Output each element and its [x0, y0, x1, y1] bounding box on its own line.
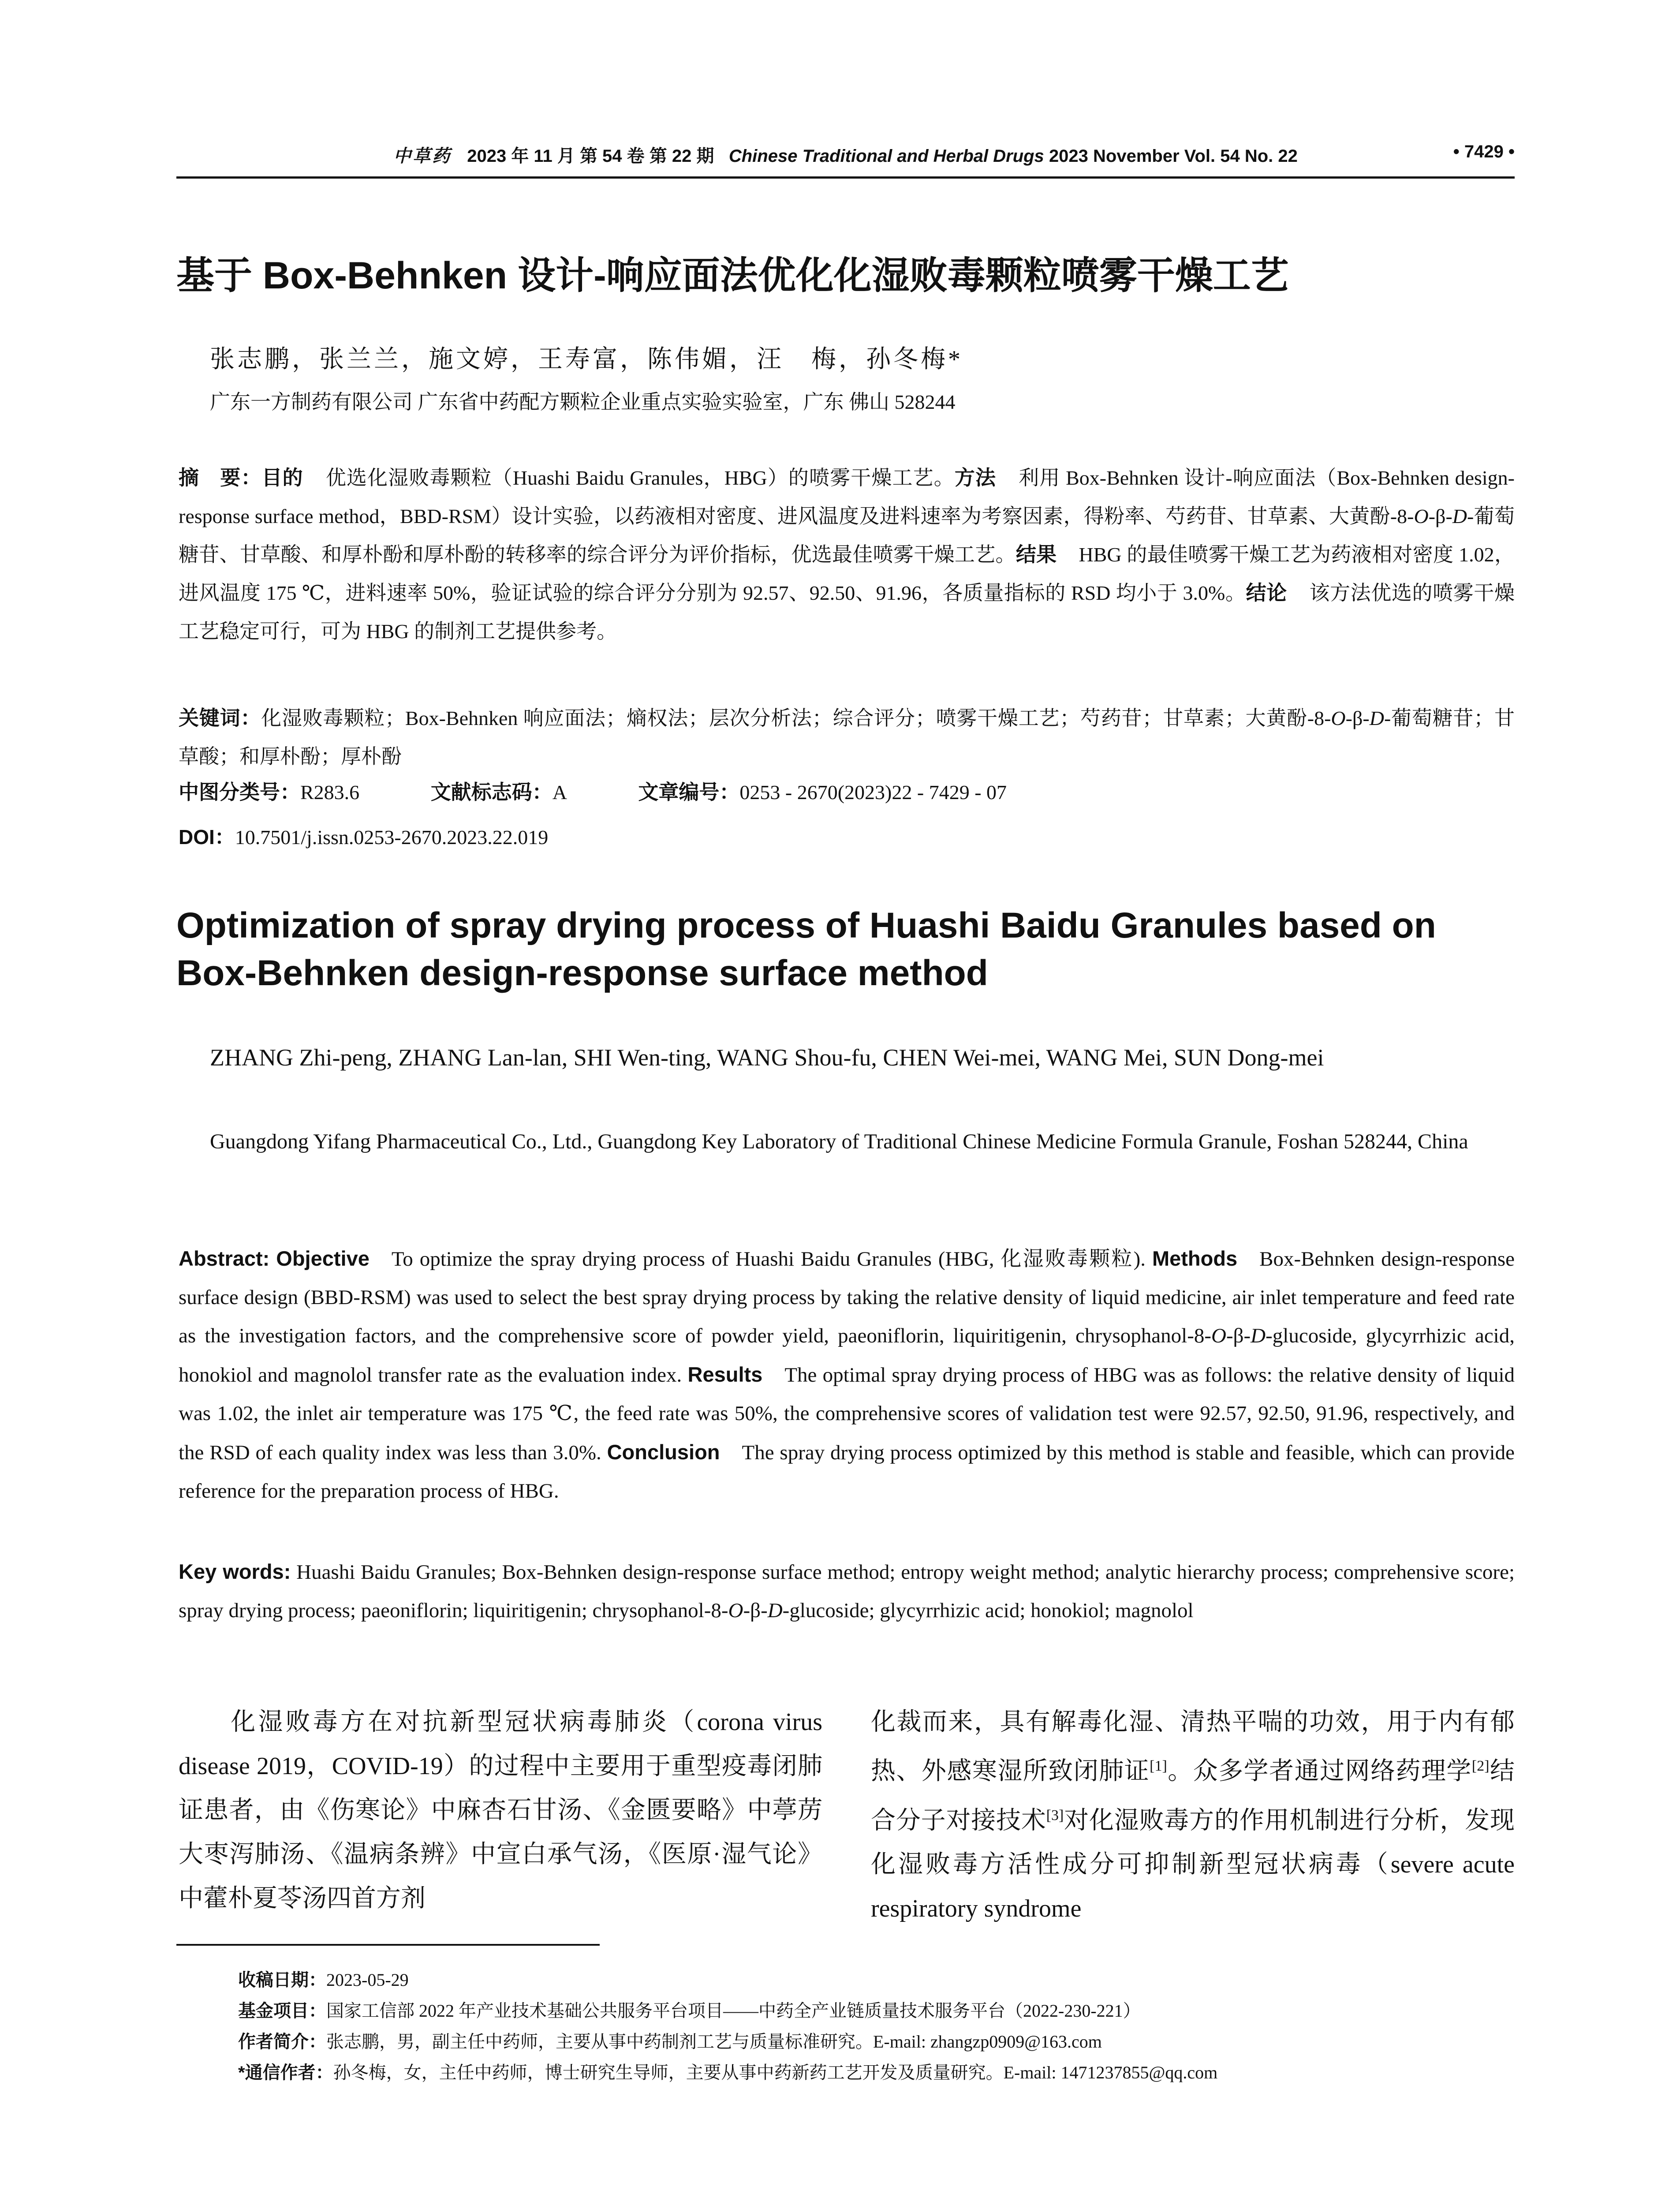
en-conclusion-label: Conclusion: [607, 1440, 720, 1464]
citation-2[interactable]: [2]: [1471, 1758, 1490, 1774]
fund-text: 国家工信部 2022 年产业技术基础公共服务平台项目——中药全产业链质量技术服务平台（2022-230-221）: [326, 2001, 1141, 2021]
cn-methods-text: 利用 Box-Behnken 设计-响应面法（Box-Behnken design-response surface method，BBD-RSM）设计实验，以药液相对密度、进风温度及进料速率为考察因素，得粉率、芍药苷、甘草素、大黄酚-8-: [179, 467, 1515, 527]
doi-label: DOI：: [179, 826, 235, 848]
body-column-right: [871, 1700, 1515, 1931]
cn-title: 基于 Box-Behnken 设计-响应面法优化化湿败毒颗粒喷雾干燥工艺: [176, 254, 1289, 297]
classification-line: [179, 776, 1073, 805]
cn-results-label: 结果: [1015, 543, 1057, 566]
cn-keywords-d: D: [1369, 707, 1384, 729]
clc-label: 中图分类号：: [179, 781, 300, 804]
footnote-received: [238, 1965, 1517, 1996]
body-paragraph-left: 化湿败毒方在对抗新型冠状病毒肺炎（corona virus disease 2019，COVID-19）的过程中主要用于重型疫毒闭肺证患者，由《伤寒论》中麻杏石甘汤、《金匮要略》中葶苈大枣泻肺汤、《温病条辨》中宣白承气汤，《医原·湿气论》中藿朴夏苓汤四首方剂: [179, 1708, 822, 1912]
en-methods-beta: -β-: [1226, 1324, 1251, 1347]
cn-methods-d: D: [1452, 505, 1467, 527]
en-title: Optimization of spray drying process of Huashi Baidu Granules based on Box-Behnken design-response surface method: [176, 905, 1436, 993]
cn-keywords-beta: -β-: [1345, 707, 1370, 729]
en-keywords-text: Huashi Baidu Granules; Box-Behnken design-response surface method; entropy weight method; analytic hierarchy process; comprehensive score; spray drying process; paeoniflorin; liquiritigenin; chrysophanol-8-: [179, 1561, 1515, 1622]
cn-keywords: [179, 699, 1515, 776]
doi-line: [179, 821, 548, 850]
cn-methods-text-2: -葡萄糖苷、甘草酸、和厚朴酚和厚朴酚的转移率的综合评分为评价指标，优选最佳喷雾干燥工艺。: [179, 505, 1515, 566]
author-bio-text: 张志鹏，男，副主任中药师，主要从事中药制剂工艺与质量标准研究。E-mail: zhangzp0909@163.com: [326, 2032, 1102, 2052]
en-keywords: [179, 1552, 1515, 1630]
en-keywords-d: D: [767, 1599, 783, 1622]
article-number-value: 0253 - 2670(2023)22 - 7429 - 07: [739, 781, 1007, 804]
en-methods-d: D: [1251, 1324, 1266, 1347]
cn-methods-o: O: [1414, 505, 1429, 527]
doi-link[interactable]: 10.7501/j.issn.0253-2670.2023.22.019: [235, 826, 549, 848]
footnote-fund: [238, 1996, 1517, 2026]
cn-keywords-text: 化湿败毒颗粒；Box-Behnken 响应面法；熵权法；层次分析法；综合评分；喷雾干燥工艺；芍药苷；甘草素；大黄酚-8-: [261, 707, 1331, 729]
body-text-right-2: 。众多学者通过网络药理学: [1167, 1757, 1472, 1785]
en-methods-text: Box-Behnken design-response surface design (BBD-RSM) was used to select the best spray drying process by taking the relative density of liquid medicine, air inlet temperature and feed rate as the investigation factors, and the comprehensive score of powder yield, paeoniflorin, liquiritigenin, chrysophanol-8-: [179, 1248, 1515, 1347]
cn-keywords-o: O: [1331, 707, 1346, 729]
en-authors: ZHANG Zhi-peng, ZHANG Lan-lan, SHI Wen-ting, WANG Shou-fu, CHEN Wei-mei, WANG Mei, SUN Dong-mei: [210, 1044, 1324, 1071]
en-keywords-text-2: -glucoside; glycyrrhizic acid; honokiol; magnolol: [782, 1599, 1194, 1622]
citation-3[interactable]: [3]: [1046, 1807, 1064, 1824]
cn-conclusion-label: 结论: [1246, 581, 1287, 604]
en-objective-label: Objective: [276, 1247, 370, 1270]
en-methods-o: O: [1211, 1324, 1226, 1347]
en-results-label: Results: [687, 1363, 763, 1386]
cn-methods-beta: -β-: [1428, 505, 1452, 527]
cn-objective-label: 目的: [261, 466, 303, 489]
journal-name-cn: 中草药: [393, 146, 452, 166]
cn-keywords-label: 关键词：: [179, 706, 261, 729]
en-methods-label: Methods: [1152, 1247, 1238, 1270]
footnote-author: [238, 2026, 1517, 2057]
correspondence-text: 孙冬梅，女，主任中药师，博士研究生导师，主要从事中药新药工艺开发及质量研究。E-mail: 1471237855@qq.com: [333, 2063, 1218, 2082]
cn-results: HBG 的最佳喷雾干燥工艺为药液相对密度 1.02，进风温度 175 ℃，进料速率 50%，验证试验的综合评分分别为 92.57、92.50、91.96，各质量指标的 RSD 均小于 3.0%。: [179, 543, 1515, 604]
author-bio-label: 作者简介：: [238, 2032, 326, 2052]
footnotes: [238, 1965, 1517, 2088]
body-text-right-3: 结合分子对接技术: [871, 1757, 1515, 1835]
body-column-left: [179, 1700, 822, 1921]
en-keywords-label: Key words:: [179, 1560, 291, 1583]
page-number: • 7429 •: [1453, 142, 1515, 161]
cn-abstract-label: 摘 要：: [179, 466, 262, 489]
cn-conclusion: 该方法优选的喷雾干燥工艺稳定可行，可为 HBG 的制剂工艺提供参考。: [179, 582, 1515, 643]
en-conclusion: The spray drying process optimized by this method is stable and feasible, which can provide reference for the preparation process of HBG.: [179, 1441, 1515, 1502]
doc-code-value: A: [552, 781, 567, 804]
en-methods-text-2: -glucoside, glycyrrhizic acid, honokiol and magnolol transfer rate as the evaluation index.: [179, 1324, 1515, 1387]
body-text-right-1: 化裁而来，具有解毒化湿、清热平喘的功效，用于内有郁热、外感寒湿所致闭肺证: [871, 1708, 1515, 1785]
cn-methods-label: 方法: [954, 466, 997, 489]
footnote-correspondence: [238, 2057, 1517, 2088]
received-label: 收稿日期：: [238, 1970, 326, 1990]
body-text-right-4: 对化湿败毒方的作用机制进行分析，发现化湿败毒方活性成分可抑制新型冠状病毒（severe acute respiratory syndrome: [871, 1807, 1515, 1923]
cn-keywords-text-2: -葡萄糖苷；甘草酸；和厚朴酚；厚朴酚: [179, 707, 1515, 768]
cn-objective: 优选化湿败毒颗粒（Huashi Baidu Granules，HBG）的喷雾干燥工艺。: [325, 467, 955, 489]
cn-authors: 张志鹏，张兰兰，施文婷，王寿富，陈伟媚，汪 梅，孙冬梅*: [210, 346, 963, 373]
correspondence-label: *通信作者：: [238, 2063, 333, 2082]
en-abstract: [179, 1239, 1515, 1510]
received-date: 2023-05-29: [326, 1970, 409, 1990]
clc-value: R283.6: [300, 781, 360, 804]
en-abstract-label: Abstract:: [179, 1247, 270, 1270]
cn-affiliation: 广东一方制药有限公司 广东省中药配方颗粒企业重点实验实验室，广东 佛山 528244: [210, 391, 956, 413]
en-keywords-beta: -β-: [743, 1599, 768, 1622]
en-objective: To optimize the spray drying process of Huashi Baidu Granules (HBG, 化湿败毒颗粒).: [391, 1248, 1146, 1271]
en-keywords-o: O: [728, 1599, 743, 1622]
doc-code-label: 文献标志码：: [430, 781, 553, 804]
cn-abstract: [179, 459, 1515, 650]
running-header: [176, 142, 1515, 168]
issue-cn: 2023 年 11 月 第 54 卷 第 22 期: [467, 146, 714, 166]
header-rule: [176, 176, 1515, 179]
footnote-rule: [176, 1944, 600, 1946]
issue-en: 2023 November Vol. 54 No. 22: [1049, 146, 1298, 166]
citation-1[interactable]: [1]: [1150, 1758, 1167, 1774]
en-results: The optimal spray drying process of HBG was as follows: the relative density of liquid was 1.02, the inlet air temperature was 175 ℃, the feed rate was 50%, the comprehensive scores of validation test were 92.57, 92.50, 91.96, respectively, and the RSD of each quality index was less than 3.0%.: [179, 1364, 1515, 1464]
journal-name-en: Chinese Traditional and Herbal Drugs: [728, 146, 1044, 166]
article-number-label: 文章编号：: [638, 781, 740, 804]
en-affiliation: Guangdong Yifang Pharmaceutical Co., Ltd., Guangdong Key Laboratory of Traditional Chinese Medicine Formula Granule, Foshan 528244, China: [210, 1130, 1468, 1153]
fund-label: 基金项目：: [238, 2001, 326, 2021]
